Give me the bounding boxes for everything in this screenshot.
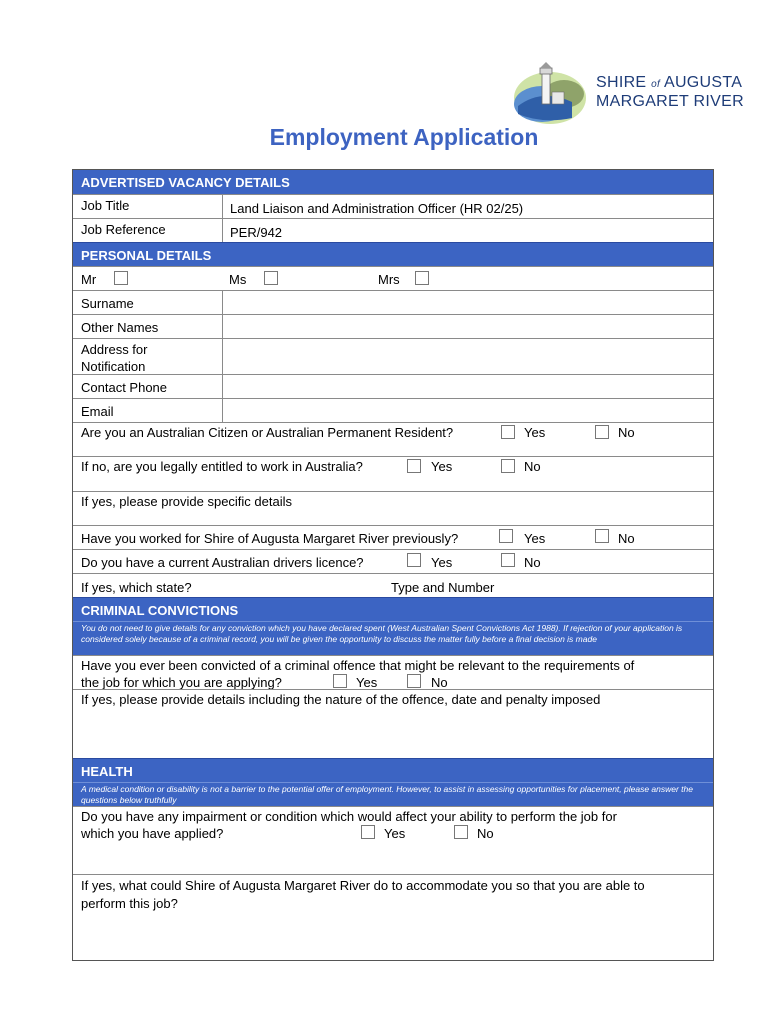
salutation-row bbox=[73, 266, 713, 290]
ms-label: Ms bbox=[229, 272, 247, 287]
surname-label: Surname bbox=[81, 296, 134, 311]
type-number-label: Type and Number bbox=[391, 580, 495, 595]
section-header-personal: PERSONAL DETAILS bbox=[73, 242, 713, 266]
citizen-yes-checkbox[interactable] bbox=[501, 425, 515, 439]
logo-line-2: MARGARET RIVER bbox=[596, 93, 744, 110]
specific-details-label: If yes, please provide specific details bbox=[81, 494, 292, 509]
licence-yes-label: Yes bbox=[431, 555, 453, 570]
citizen-question: Are you an Australian Citizen or Australian Permanent Resident? bbox=[81, 425, 454, 440]
entitled-no-checkbox[interactable] bbox=[501, 459, 515, 473]
surname-field[interactable] bbox=[223, 291, 713, 314]
job-reference-label: Job Reference bbox=[81, 222, 166, 237]
health-question-line-1: Do you have any impairment or condition which would affect your ability to perform the job for bbox=[81, 809, 617, 824]
job-reference-value: PER/942 bbox=[230, 225, 283, 240]
specific-details-row[interactable] bbox=[73, 491, 713, 525]
health-yes-checkbox[interactable] bbox=[361, 825, 375, 839]
health-yes-label: Yes bbox=[384, 826, 406, 841]
mr-label: Mr bbox=[81, 272, 97, 287]
criminal-question-line-1: Have you ever been convicted of a criminal offence that might be relevant to the requirements of bbox=[81, 658, 635, 673]
entitled-yes-checkbox[interactable] bbox=[407, 459, 421, 473]
shire-logo bbox=[512, 58, 744, 126]
accommodate-row[interactable] bbox=[73, 874, 713, 960]
criminal-no-checkbox[interactable] bbox=[407, 674, 421, 688]
other-names-row bbox=[73, 314, 713, 338]
accommodate-line-1: If yes, what could Shire of Augusta Margaret River do to accommodate you so that you are able to bbox=[81, 878, 645, 893]
worked-previously-question: Have you worked for Shire of Augusta Margaret River previously? bbox=[81, 531, 459, 546]
job-reference-row bbox=[73, 218, 713, 242]
contact-phone-label: Contact Phone bbox=[81, 380, 168, 395]
contact-phone-field[interactable] bbox=[223, 375, 713, 398]
criminal-no-label: No bbox=[431, 675, 448, 690]
contact-phone-row bbox=[73, 374, 713, 398]
ms-checkbox[interactable] bbox=[264, 271, 278, 285]
worked-previously-row bbox=[73, 525, 713, 549]
other-names-label: Other Names bbox=[81, 320, 159, 335]
criminal-note: You do not need to give details for any conviction which you have declared spent (West Australian Spent Convictions Act 1988). If rejection of your application is considered solely because of a criminal record, you will be given the opportunity to discuss the matter fully before a final decision is made bbox=[73, 621, 713, 655]
mr-checkbox[interactable] bbox=[114, 271, 128, 285]
logo-line-1: SHIRE of AUGUSTA bbox=[596, 74, 743, 91]
criminal-question-line-2: the job for which you are applying? bbox=[81, 675, 282, 690]
section-header-vacancy: ADVERTISED VACANCY DETAILS bbox=[73, 170, 713, 194]
citizen-yes-label: Yes bbox=[524, 425, 546, 440]
email-label: Email bbox=[81, 404, 114, 419]
mrs-checkbox[interactable] bbox=[415, 271, 429, 285]
health-question-line-2: which you have applied? bbox=[81, 826, 224, 841]
other-names-field[interactable] bbox=[223, 315, 713, 338]
worked-yes-checkbox[interactable] bbox=[499, 529, 513, 543]
entitled-question: If no, are you legally entitled to work in Australia? bbox=[81, 459, 363, 474]
worked-yes-label: Yes bbox=[524, 531, 546, 546]
licence-state-row[interactable] bbox=[73, 573, 713, 597]
page-title: Employment Application bbox=[269, 124, 539, 150]
citizen-no-checkbox[interactable] bbox=[595, 425, 609, 439]
criminal-details-label: If yes, please provide details including the nature of the offence, date and penalty imposed bbox=[81, 692, 601, 707]
licence-row bbox=[73, 549, 713, 573]
worked-no-checkbox[interactable] bbox=[595, 529, 609, 543]
mrs-label: Mrs bbox=[378, 272, 400, 287]
criminal-yes-checkbox[interactable] bbox=[333, 674, 347, 688]
job-title-label: Job Title bbox=[81, 198, 130, 213]
lighthouse-logo-icon bbox=[512, 58, 588, 126]
criminal-yes-label: Yes bbox=[356, 675, 378, 690]
application-form bbox=[72, 169, 714, 961]
health-question-row bbox=[73, 806, 713, 874]
criminal-details-row[interactable] bbox=[73, 689, 713, 758]
email-row bbox=[73, 398, 713, 422]
licence-yes-checkbox[interactable] bbox=[407, 553, 421, 567]
entitled-row bbox=[73, 456, 713, 491]
health-note: A medical condition or disability is not a barrier to the potential offer of employment. However, to assist in assessing opportunities for placement, please answer the questions below truthfully bbox=[73, 782, 713, 806]
licence-no-label: No bbox=[524, 555, 541, 570]
worked-no-label: No bbox=[618, 531, 635, 546]
health-no-checkbox[interactable] bbox=[454, 825, 468, 839]
health-no-label: No bbox=[477, 826, 494, 841]
job-title-row bbox=[73, 194, 713, 218]
criminal-question-row bbox=[73, 655, 713, 689]
entitled-no-label: No bbox=[524, 459, 541, 474]
citizen-row bbox=[73, 422, 713, 456]
licence-no-checkbox[interactable] bbox=[501, 553, 515, 567]
licence-question: Do you have a current Australian drivers licence? bbox=[81, 555, 364, 570]
email-field[interactable] bbox=[223, 399, 713, 422]
address-row bbox=[73, 338, 713, 374]
surname-row bbox=[73, 290, 713, 314]
job-title-value: Land Liaison and Administration Officer (HR 02/25) bbox=[230, 201, 524, 216]
citizen-no-label: No bbox=[618, 425, 635, 440]
accommodate-line-2: perform this job? bbox=[81, 896, 178, 911]
address-label: Address for Notification bbox=[81, 342, 148, 374]
address-field[interactable] bbox=[223, 339, 713, 374]
section-header-criminal: CRIMINAL CONVICTIONS bbox=[73, 597, 713, 621]
which-state-label: If yes, which state? bbox=[81, 580, 192, 595]
section-header-health: HEALTH bbox=[73, 758, 713, 782]
entitled-yes-label: Yes bbox=[431, 459, 453, 474]
